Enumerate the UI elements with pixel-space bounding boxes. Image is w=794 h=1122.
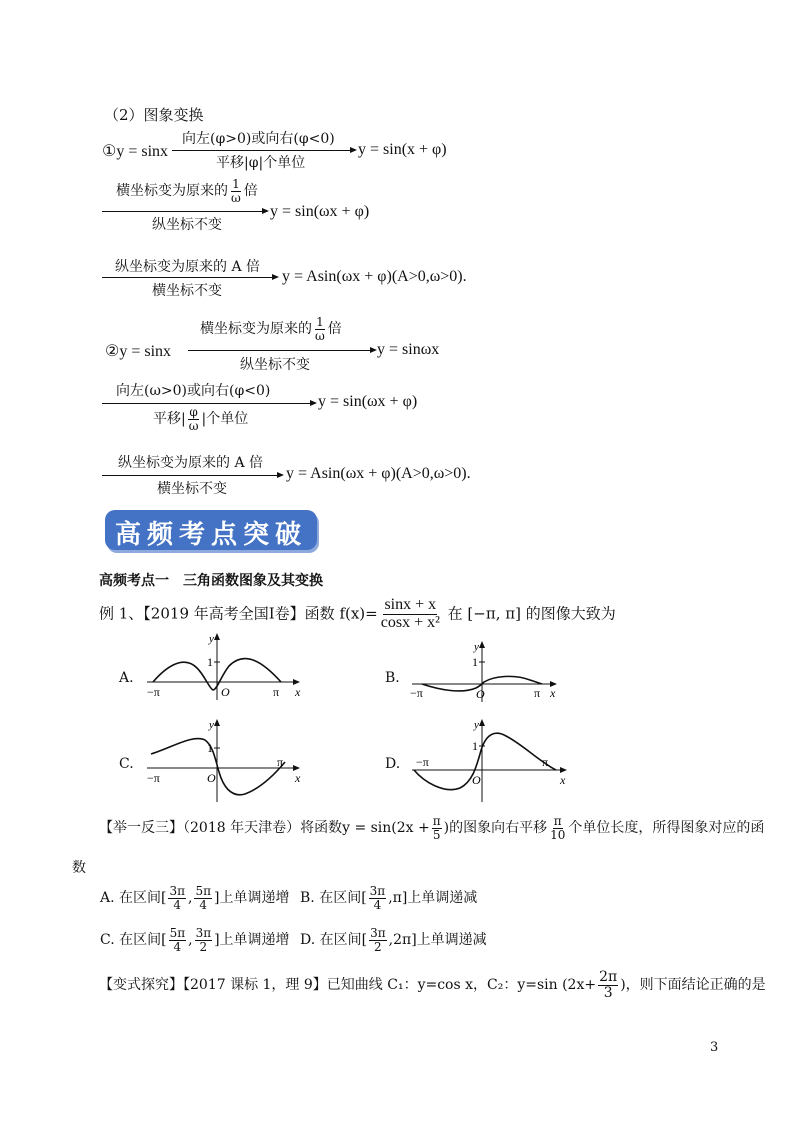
choice-prefix: B. 在区间[	[300, 890, 367, 907]
frac-num: φ	[189, 405, 198, 419]
option-d-letter: D.	[385, 756, 401, 772]
frac-den: 4	[199, 897, 208, 912]
practice-suffix: 个单位长度，所得图象对应的函	[568, 820, 765, 837]
method1-step3-result: y = Asin(ωx + φ)(A>0,ω>0).	[282, 268, 467, 285]
method1-step2-bottom: 纵坐标不变	[152, 217, 222, 233]
banner-text: 高频考点突破	[114, 520, 307, 550]
method1-step3-arrow	[102, 277, 277, 278]
choice-suffix: ]上单调递减	[411, 932, 487, 949]
label-neg-pi: −π	[410, 686, 423, 700]
label-x: x	[550, 686, 556, 700]
frac-den: 10	[550, 827, 566, 842]
variant-problem	[99, 970, 766, 1000]
curve	[151, 739, 285, 795]
method2-step1-top-prefix: 横坐标变为原来的	[200, 321, 312, 338]
choice-fraction	[168, 885, 186, 911]
frac-den: ω	[315, 328, 325, 343]
frac-den: 5	[432, 827, 441, 842]
method1-step2-top	[116, 178, 258, 204]
frac-num: π	[432, 814, 441, 828]
frac-den: 4	[173, 939, 182, 954]
example1-suffix: 在 [−π, π] 的图像大致为	[442, 604, 616, 623]
choice-suffix: ]上单调递增	[214, 932, 290, 949]
method1-start-formula: y = sinx	[116, 143, 169, 160]
y-arrow-icon	[214, 719, 220, 726]
method2-step1-result: y = sinωx	[377, 341, 440, 358]
choice-prefix: D. 在区间[	[300, 932, 368, 949]
choice-b	[300, 885, 477, 911]
label-y: y	[474, 641, 479, 653]
frac-den: 4	[373, 897, 382, 912]
variant-fraction	[598, 970, 618, 1000]
practice-middle: )的图象向右平移	[443, 820, 548, 837]
label-origin: O	[472, 773, 481, 787]
choice-prefix: A. 在区间[	[100, 890, 167, 907]
label-neg-pi: −π	[416, 755, 429, 769]
y-arrow-icon	[214, 633, 220, 640]
option-b-letter: B.	[385, 670, 400, 686]
method1-start	[102, 141, 168, 161]
choice-a	[100, 885, 289, 911]
method1-step2-top-prefix: 横坐标变为原来的	[116, 183, 228, 200]
method1-step2-fraction	[230, 178, 242, 204]
label-neg-pi: −π	[147, 771, 160, 785]
method2-step1-bottom: 纵坐标不变	[240, 357, 310, 373]
practice-prefix: 【举一反三】（2018 年天津卷）将函数y = sin(2x +	[99, 820, 430, 837]
choice-sep: ,2π	[388, 932, 412, 949]
label-pi: π	[277, 755, 284, 769]
method1-step2-result: y = sin(ωx + φ)	[270, 203, 370, 220]
method2-step2-arrow	[102, 403, 315, 404]
method1-step2-arrow	[102, 211, 267, 212]
variant-suffix: )，则下面结论正确的是	[620, 977, 766, 994]
label-pi: π	[534, 686, 541, 700]
choice-suffix: ]上单调递增	[214, 890, 290, 907]
frac-num: 2π	[599, 969, 618, 985]
method2-step1-top-suffix: 倍	[327, 321, 342, 338]
method1-step1-result: y = sin(x + φ)	[358, 141, 447, 158]
method2-start-formula: y = sinx	[119, 343, 172, 360]
choice-d	[300, 927, 487, 953]
label-one: 1	[472, 655, 478, 669]
frac-den: 4	[173, 897, 182, 912]
label-one: 1	[207, 655, 213, 669]
frac-den: 2	[374, 939, 382, 954]
method2-step2-top: 向左(ω>0)或向右(φ<0)	[116, 383, 271, 399]
method1-step1-arrow	[172, 150, 355, 151]
choice-fraction	[169, 927, 187, 953]
y-arrow-icon	[479, 641, 485, 648]
option-a-letter: A.	[119, 670, 134, 686]
method2-step3-result: y = Asin(ωx + φ)(A>0,ω>0).	[286, 465, 471, 482]
method2-start	[105, 341, 171, 361]
choice-suffix: ]上单调递减	[401, 890, 478, 907]
label-neg-pi: −π	[147, 685, 160, 699]
method2-marker: ②	[105, 343, 120, 360]
label-origin: O	[207, 771, 216, 785]
frac-num: sinx + x	[384, 596, 437, 613]
method2-step2-bottom-suffix: |个单位	[201, 411, 249, 428]
method2-step1-arrow	[188, 350, 375, 351]
option-c-letter: C.	[119, 756, 134, 772]
frac-num: 5π	[169, 926, 186, 940]
frac-den: ω	[188, 418, 199, 433]
choice-fraction	[194, 885, 212, 911]
choice-prefix: C. 在区间[	[100, 932, 167, 949]
label-one: 1	[207, 741, 213, 755]
choice-fraction	[369, 927, 387, 953]
frac-num: 5π	[195, 884, 211, 898]
frac-num: 3π	[169, 884, 186, 898]
label-origin: O	[476, 687, 485, 701]
choice-c	[100, 927, 290, 953]
section-title: （2）图象变换	[104, 106, 204, 124]
method2-step2-bottom-prefix: 平移|	[153, 411, 186, 428]
label-x: x	[560, 773, 566, 787]
method1-step2-top-suffix: 倍	[243, 183, 258, 200]
label-y: y	[209, 719, 214, 731]
label-one: 1	[472, 739, 478, 753]
option-d-graph	[410, 718, 575, 804]
choice-sep: ,π	[388, 890, 402, 907]
frac-num: 1	[316, 315, 324, 329]
method2-step3-arrow	[102, 475, 282, 476]
practice-problem	[99, 815, 764, 841]
method2-step2-result: y = sin(ωx + φ)	[318, 393, 418, 410]
option-c-graph	[145, 718, 305, 804]
method2-step2-fraction	[188, 406, 200, 432]
option-a-graph	[145, 632, 305, 702]
method1-step3-bottom: 横坐标不变	[152, 283, 222, 299]
topic-heading: 高频考点一 三角函数图象及其变换	[99, 573, 323, 589]
method2-step1-top	[200, 316, 342, 342]
example1-fraction	[380, 597, 441, 632]
method1-marker: ①	[102, 143, 117, 160]
practice-fraction-2	[549, 815, 566, 841]
method2-step3-top: 纵坐标变为原来的 A 倍	[118, 455, 264, 471]
label-y: y	[209, 633, 214, 645]
method1-step3-top: 纵坐标变为原来的 A 倍	[115, 259, 261, 275]
practice-continuation: 数	[72, 860, 86, 876]
frac-num: 3π	[370, 926, 386, 940]
frac-num: 3π	[369, 884, 386, 898]
frac-den: ω	[231, 190, 241, 205]
method1-step1-bottom: 平移|φ|个单位	[216, 155, 306, 171]
label-x: x	[295, 771, 301, 785]
label-pi: π	[273, 685, 280, 699]
choice-sep: ,	[188, 890, 193, 907]
variant-prefix: 【变式探究】【2017 课标 1，理 9】已知曲线 C₁：y=cos x，C₂：y=sin (2x+	[99, 977, 597, 994]
frac-num: 1	[232, 177, 240, 191]
frac-num: π	[553, 814, 562, 828]
method2-step3-bottom: 横坐标不变	[157, 481, 227, 497]
choice-fraction	[369, 885, 387, 911]
choice-sep: ,	[188, 932, 193, 949]
choice-fraction	[195, 927, 213, 953]
example1	[99, 597, 616, 632]
frac-den: 3	[603, 984, 613, 1001]
frac-den: cosx + x²	[380, 613, 440, 631]
section-banner	[105, 510, 317, 550]
label-x: x	[295, 685, 301, 699]
y-arrow-icon	[479, 719, 485, 726]
page-number: 3	[710, 1040, 719, 1055]
frac-den: 2	[199, 939, 208, 954]
curve	[414, 733, 556, 789]
label-y: y	[474, 719, 479, 731]
label-origin: O	[221, 685, 230, 699]
option-b-graph	[410, 640, 570, 704]
frac-num: 3π	[195, 926, 212, 940]
method2-step2-bottom	[153, 406, 248, 432]
method2-step1-fraction	[314, 316, 326, 342]
practice-fraction-1	[432, 815, 442, 841]
method1-step1-top: 向左(φ>0)或向右(φ<0)	[182, 131, 335, 147]
label-pi: π	[542, 755, 549, 769]
example1-prefix: 例 1、【2019 年高考全国Ⅰ卷】函数 f(x)=	[99, 604, 378, 623]
